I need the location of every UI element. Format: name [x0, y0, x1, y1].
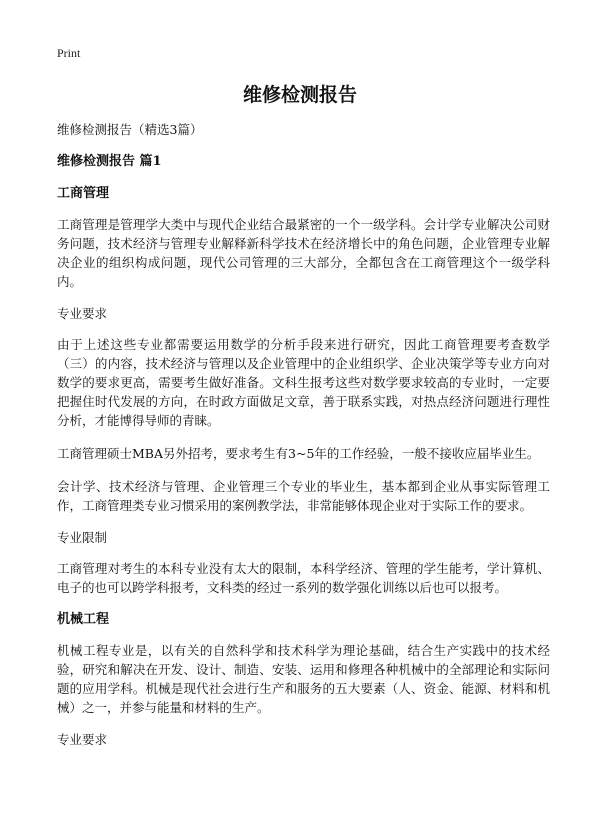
print-link[interactable]: Print — [57, 46, 81, 60]
document-body — [57, 121, 550, 761]
page-title: 维修检测报告 — [242, 84, 357, 106]
section-mechanical-engineering — [57, 611, 550, 749]
section-heading: 工商管理 — [57, 186, 110, 201]
limits-paragraph: 工商管理对考生的本科专业没有太大的限制，本科学经济、管理的学生能考，学计算机、电子的也可以跨学科报考，文科类的经过一系列的数学强化训练以后也可以报考。 — [57, 561, 550, 595]
requirements-label: 专业要求 — [57, 732, 108, 747]
article-heading: 维修检测报告 篇1 — [57, 154, 162, 169]
requirements-paragraph: 由于上述这些专业都需要运用数学的分析手段来进行研究，因此工商管理要考查数学（三）的内容，技术经济与管理以及企业管理中的企业组织学、企业决策学等专业方向对数学的要求更高，需要考生做好准备。文科生报考这些对数学要求较高的专业时，一定要把握住时代发展的方向，在时政方面做足文章，善于联系实践，对热点经济问题进行理性分析，才能博得导师的青睐。 — [57, 337, 550, 428]
document-subtitle: 维修检测报告（精选3篇） — [57, 122, 203, 137]
section-intro-paragraph: 机械工程专业是，以有关的自然科学和技术科学为理论基础，结合生产实践中的技术经验，研究和解决在开发、设计、制造、安装、运用和修理各种机械中的全部理论和实际问题的应用学科。机械是现代社会进行生产和服务的五大要素（人、资金、能源、材料和机械）之一，并参与能量和材料的生产。 — [57, 643, 550, 715]
requirements-paragraph: 工商管理硕士MBA另外招考，要求考生有3~5年的工作经验，一般不接收应届毕业生。 — [57, 446, 540, 461]
requirements-label: 专业要求 — [57, 306, 108, 321]
requirements-paragraph: 会计学、技术经济与管理、企业管理三个专业的毕业生，基本都到企业从事实际管理工作，工商管理类专业习惯采用的案例教学法，非常能够体现企业对于实际工作的要求。 — [57, 479, 550, 513]
limits-label: 专业限制 — [57, 530, 108, 545]
section-business-management — [57, 185, 550, 597]
section-heading: 机械工程 — [57, 612, 110, 627]
section-intro-paragraph: 工商管理是管理学大类中与现代企业结合最紧密的一个一级学科。会计学专业解决公司财务问题，技术经济与管理专业解释新科学技术在经济增长中的角色问题，企业管理专业解决企业的组织构成问题，现代公司管理的三大部分，全都包含在工商管理这个一级学科内。 — [57, 217, 550, 289]
